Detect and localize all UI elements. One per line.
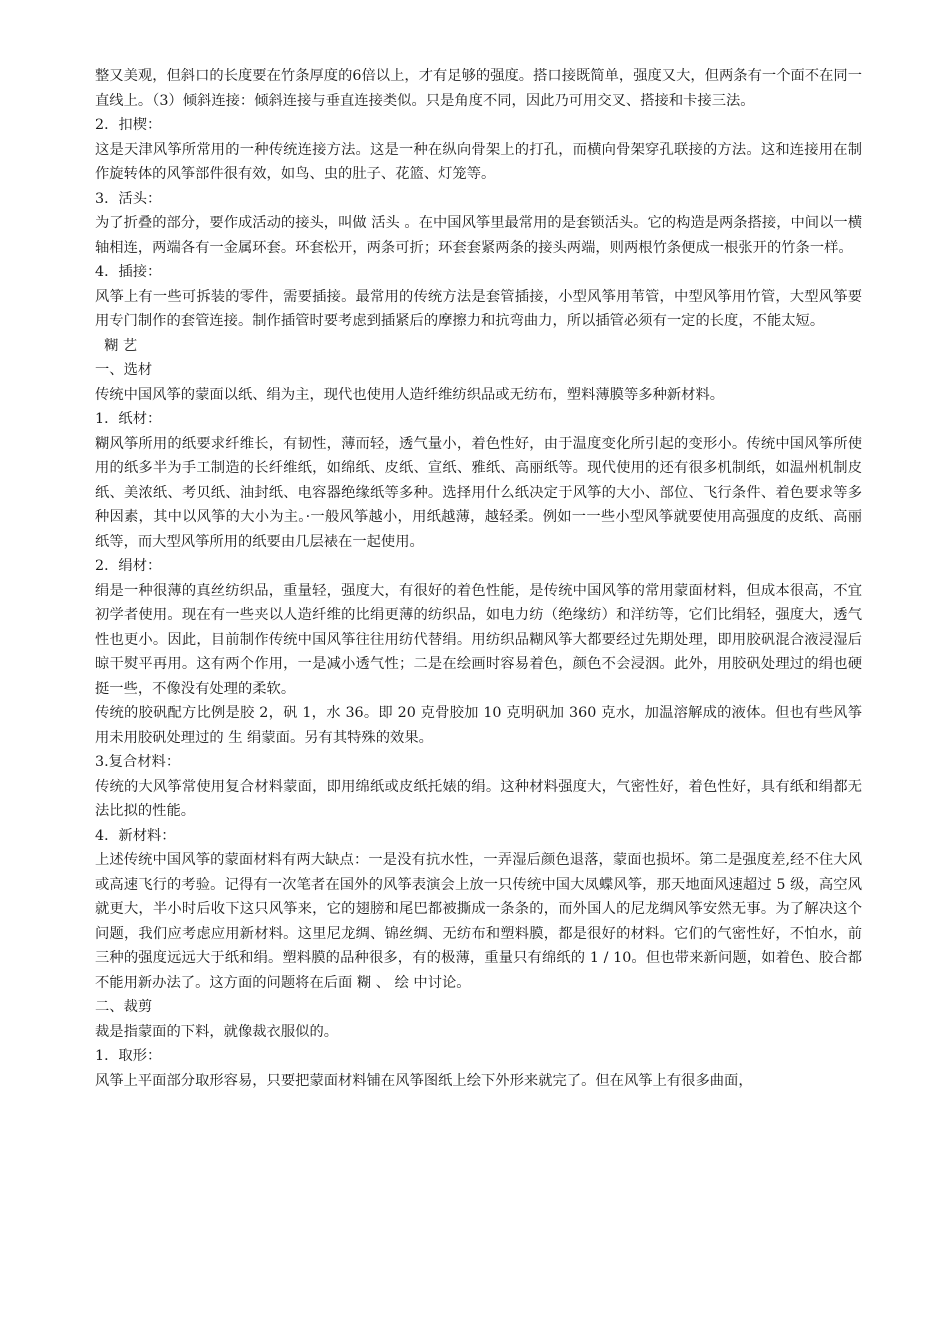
paragraph: 风筝上平面部分取形容易，只要把蒙面材料铺在风筝图纸上绘下外形来就完了。但在风筝上有很多曲面，	[95, 1072, 753, 1089]
paragraph: 风筝上有一些可拆装的零件，需要插接。最常用的传统方法是套管插接，小型风筝用苇管，中型风筝用竹管，大型风筝要用专门制作的套管连接。制作插管时要考虑到插紧后的摩擦力和抗弯曲力，所以插管必须有一定的长度，不能太短。	[95, 288, 862, 329]
section-heading: 3.复合材料：	[95, 754, 181, 770]
paragraph: 整又美观，但斜口的长度要在竹条厚度的6倍以上，才有足够的强度。搭口接既简单，强度又大，但两条有一个面不在同一直线上。（3）倾斜连接：倾斜连接与垂直连接类似。只是角度不同，因此乃可用交叉、搭接和卡接三法。	[95, 68, 862, 109]
section-heading: 4．新材料：	[95, 827, 176, 844]
chapter-heading: 糊 艺	[95, 337, 138, 354]
section-heading: 二、裁剪	[95, 999, 153, 1015]
section-heading: 2．绢材：	[95, 558, 162, 574]
section-heading: 一、选材	[95, 362, 153, 378]
paragraph: 这是天津风筝所常用的一种传统连接方法。这是一种在纵向骨架上的打孔，而横向骨架穿孔联接的方法。这和连接用在制作旋转体的风筝部件很有效，如鸟、虫的肚子、花篮、灯笼等。	[95, 141, 862, 182]
paragraph: 糊风筝所用的纸要求纤维长，有韧性，薄而轻，透气量小，着色性好，由于温度变化所引起的变形小。传统中国风筝所使用的纸多半为手工制造的长纤维纸，如绵纸、皮纸、宣纸、雅纸、高丽纸等。现代使用的还有很多机制纸，如温州机制皮纸、美浓纸、考贝纸、油封纸、电容器绝缘纸等多种。选择用什么纸决定于风筝的大小、部位、飞行条件、着色要求等多种因素，其中以风筝的大小为主。·一般风筝越小，用纸越薄，越轻柔。例如一一些小型风筝就要使用高强度的皮纸、高丽纸等，而大型风筝所用的纸要由几层裱在一起使用。	[95, 435, 862, 550]
paragraph: 传统的胶矾配方比例是胶 2，矾 1，水 36。即 20 克骨胶加 10 克明矾加 360 克水，加温溶解成的液体。但也有些风筝用未用胶矾处理过的 生 绢蒙面。另有其特殊的效果。	[95, 705, 862, 746]
section-heading: 2．扣楔：	[95, 117, 162, 133]
paragraph: 裁是指蒙面的下料，就像裁衣服似的。	[95, 1023, 339, 1040]
paragraph: 上述传统中国风筝的蒙面材料有两大缺点：一是没有抗水性，一弄湿后颜色退落，蒙面也损坏。第二是强度差,经不住大风或高速飞行的考验。记得有一次笔者在国外的风筝表演会上放一只传统中国大凤蝶风筝，那天地面风速超过 5 级，高空风就更大，半小时后收下这只风筝来，它的翅膀和尾巴都被撕成一条条的，而外国人的尼龙绸风筝安然无事。为了解决这个问题，我们应考虑应用新材料。这里尼龙绸、锦丝绸、无纺布和塑料膜，都是很好的材料。它们的气密性好，不怕水，前三种的强度远远大于纸和绢。塑料膜的品种很多，有的极薄，重量只有绵纸的 1 / 10。但也带来新问题，如着色、胶合都不能用新办法了。这方面的问题将在后面 糊 、 绘 中讨论。	[95, 852, 862, 991]
section-heading: 1．取形：	[95, 1048, 162, 1064]
section-heading: 1．纸材：	[95, 411, 162, 427]
section-heading: 3．活头：	[95, 190, 162, 207]
paragraph: 传统的大风筝常使用复合材料蒙面，即用绵纸或皮纸托婊的绢。这种材料强度大，气密性好，着色性好，具有纸和绢都无法比拟的性能。	[95, 778, 862, 819]
paragraph: 为了折叠的部分，要作成活动的接头，叫做 活头 。在中国风筝里最常用的是套锁活头。它的构造是两条搭接，中间以一横轴相连，两端各有一金属环套。环套松开，两条可折；环套套紧两条的接头两端，则两根竹条便成一根张开的竹条一样。	[95, 215, 862, 256]
paragraph: 绢是一种很薄的真丝纺织品，重量轻，强度大，有很好的着色性能，是传统中国风筝的常用蒙面材料，但成本很高，不宜初学者使用。现在有一些夹以人造纤维的比绢更薄的纺织品，如电力纺（绝缘纺）和洋纺等，它们比绢轻，强度大，透气性也更小。因此，目前制作传统中国风筝往往用纺代替绢。用纺织品糊风筝大都要经过先期处理，即用胶矾混合液浸湿后晾干熨平再用。这有两个作用，一是减小透气性；二是在绘画时容易着色，颜色不会浸洇。此外，用胶矾处理过的绢也硬挺一些，不像没有处理的柔软。	[95, 582, 862, 697]
paragraph: 传统中国风筝的蒙面以纸、绢为主，现代也使用人造纤维纺织品或无纺布，塑料薄膜等多种新材料。	[95, 386, 725, 403]
section-heading: 4．插接：	[95, 264, 162, 280]
